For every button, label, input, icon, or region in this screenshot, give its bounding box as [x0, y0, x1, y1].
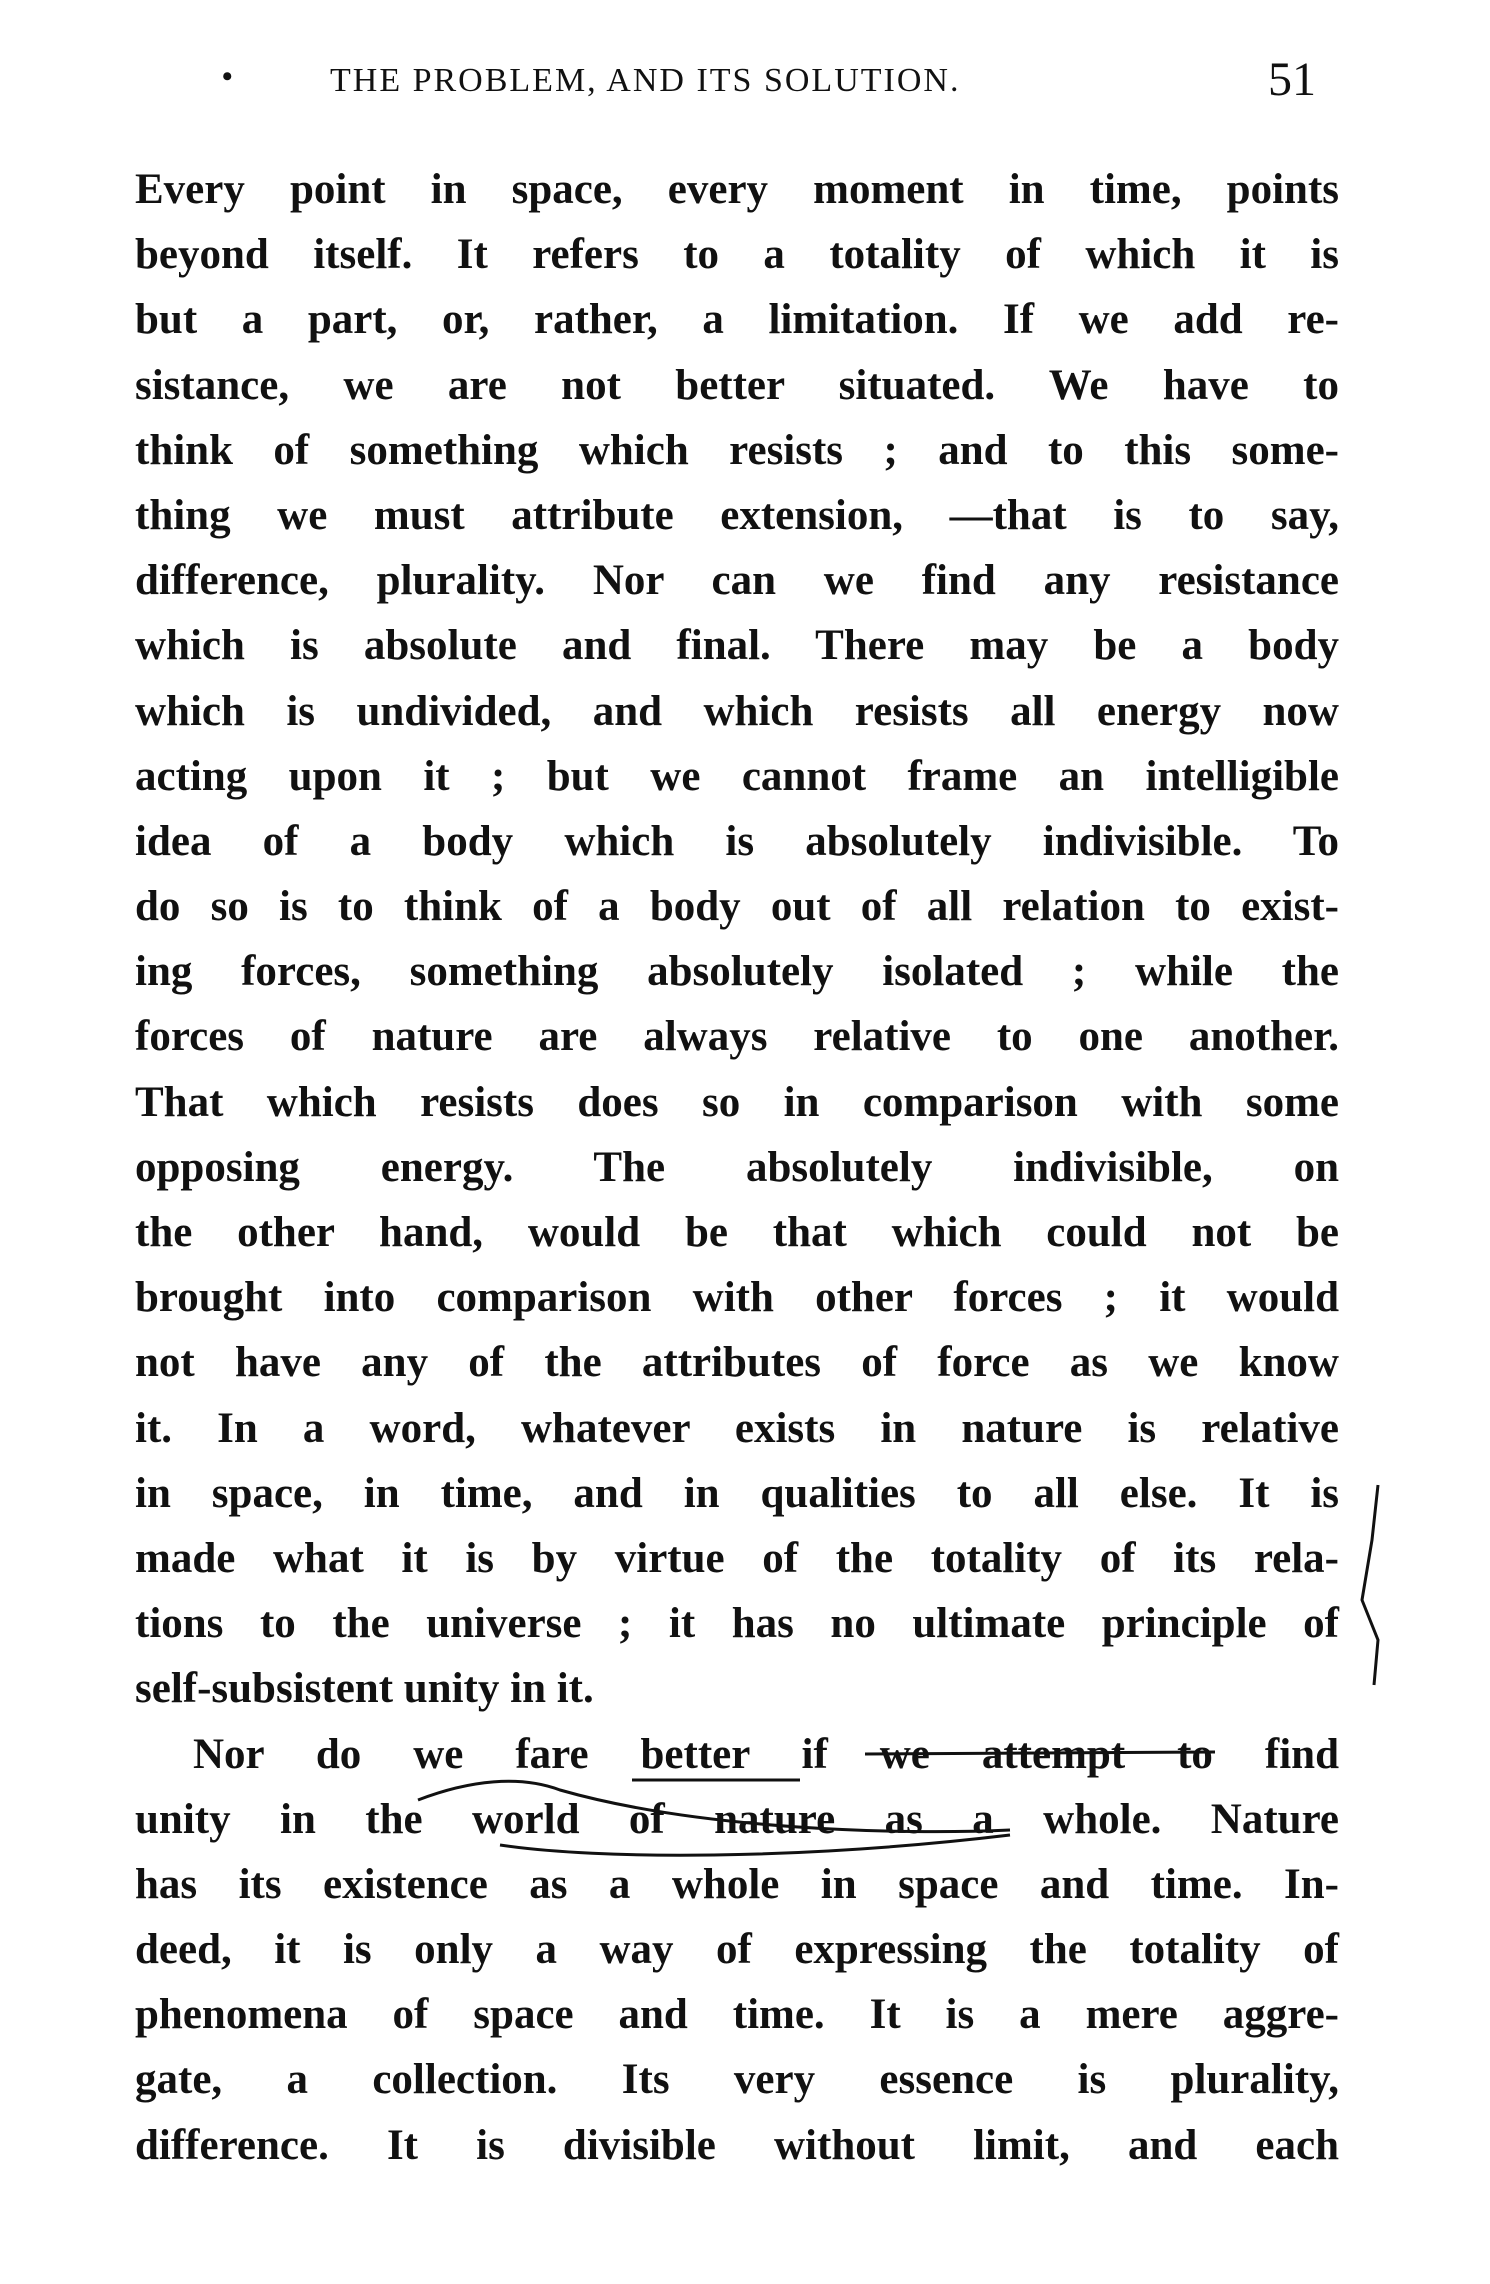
text-line: opposing energy. The absolutely indivisible, on [135, 1143, 1339, 1191]
text-line: difference. It is divisible without limit, and each [135, 2121, 1339, 2169]
text-line: beyond itself. It refers to a totality of which it is [135, 231, 1339, 279]
text-line: brought into comparison with other forces ; it would [135, 1274, 1339, 1322]
text-line: the other hand, would be that which could not be [135, 1209, 1339, 1256]
body-text [135, 157, 1339, 2178]
text-line: do so is to think of a body out of all relation to exist- [135, 883, 1339, 931]
text-line: made what it is by virtue of the totality of its rela- [135, 1534, 1339, 1582]
text-line: Every point in space, every moment in time, points [135, 166, 1339, 213]
text-line: which is absolute and final. There may be a body [135, 622, 1339, 670]
text-line: deed, it is only a way of expressing the totality of [135, 1926, 1339, 1974]
text-line: it. In a word, whatever exists in nature is relative [135, 1404, 1339, 1452]
text-line: phenomena of space and time. It is a mere aggre- [135, 1991, 1339, 2039]
text-line: gate, a collection. Its very essence is plurality, [135, 2056, 1339, 2104]
text-line: not have any of the attributes of force as we know [135, 1339, 1339, 1387]
text-line: thing we must attribute extension, —that is to say, [135, 491, 1339, 539]
text-line: in space, in time, and in qualities to all else. It is [135, 1469, 1339, 1517]
running-header [0, 52, 1490, 112]
text-line: which is undivided, and which resists all energy now [135, 687, 1339, 735]
running-title: THE PROBLEM, AND ITS SOLUTION. [330, 62, 961, 99]
text-line: idea of a body which is absolutely indivisible. To [135, 817, 1339, 865]
text-line: has its existence as a whole in space and time. In- [135, 1860, 1339, 1908]
text-line: acting upon it ; but we cannot frame an intelligible [135, 752, 1339, 800]
text-line: ing forces, something absolutely isolated ; while the [135, 948, 1339, 996]
page-number: 51 [1268, 53, 1316, 106]
text-line: unity in the world of nature as a whole. Nature [135, 1795, 1339, 1843]
text-line: sistance, we are not better situated. We have to [135, 361, 1339, 409]
text-line: tions to the universe ; it has no ultimate principle of [135, 1600, 1339, 1648]
text-line: That which resists does so in comparison with some [135, 1078, 1339, 1126]
text-line: think of something which resists ; and to this some- [135, 426, 1339, 474]
text-line: forces of nature are always relative to one another. [135, 1013, 1339, 1061]
text-line: Nor do we fare better if we attempt to find [193, 1730, 1339, 1778]
text-line: self-subsistent unity in it. [135, 1665, 594, 1713]
header-ornament: • [222, 60, 233, 93]
margin-bracket-mark [1362, 1485, 1378, 1685]
text-line: difference, plurality. Nor can we find any resistance [135, 557, 1339, 605]
text-line: but a part, or, rather, a limitation. If we add re- [135, 296, 1339, 344]
